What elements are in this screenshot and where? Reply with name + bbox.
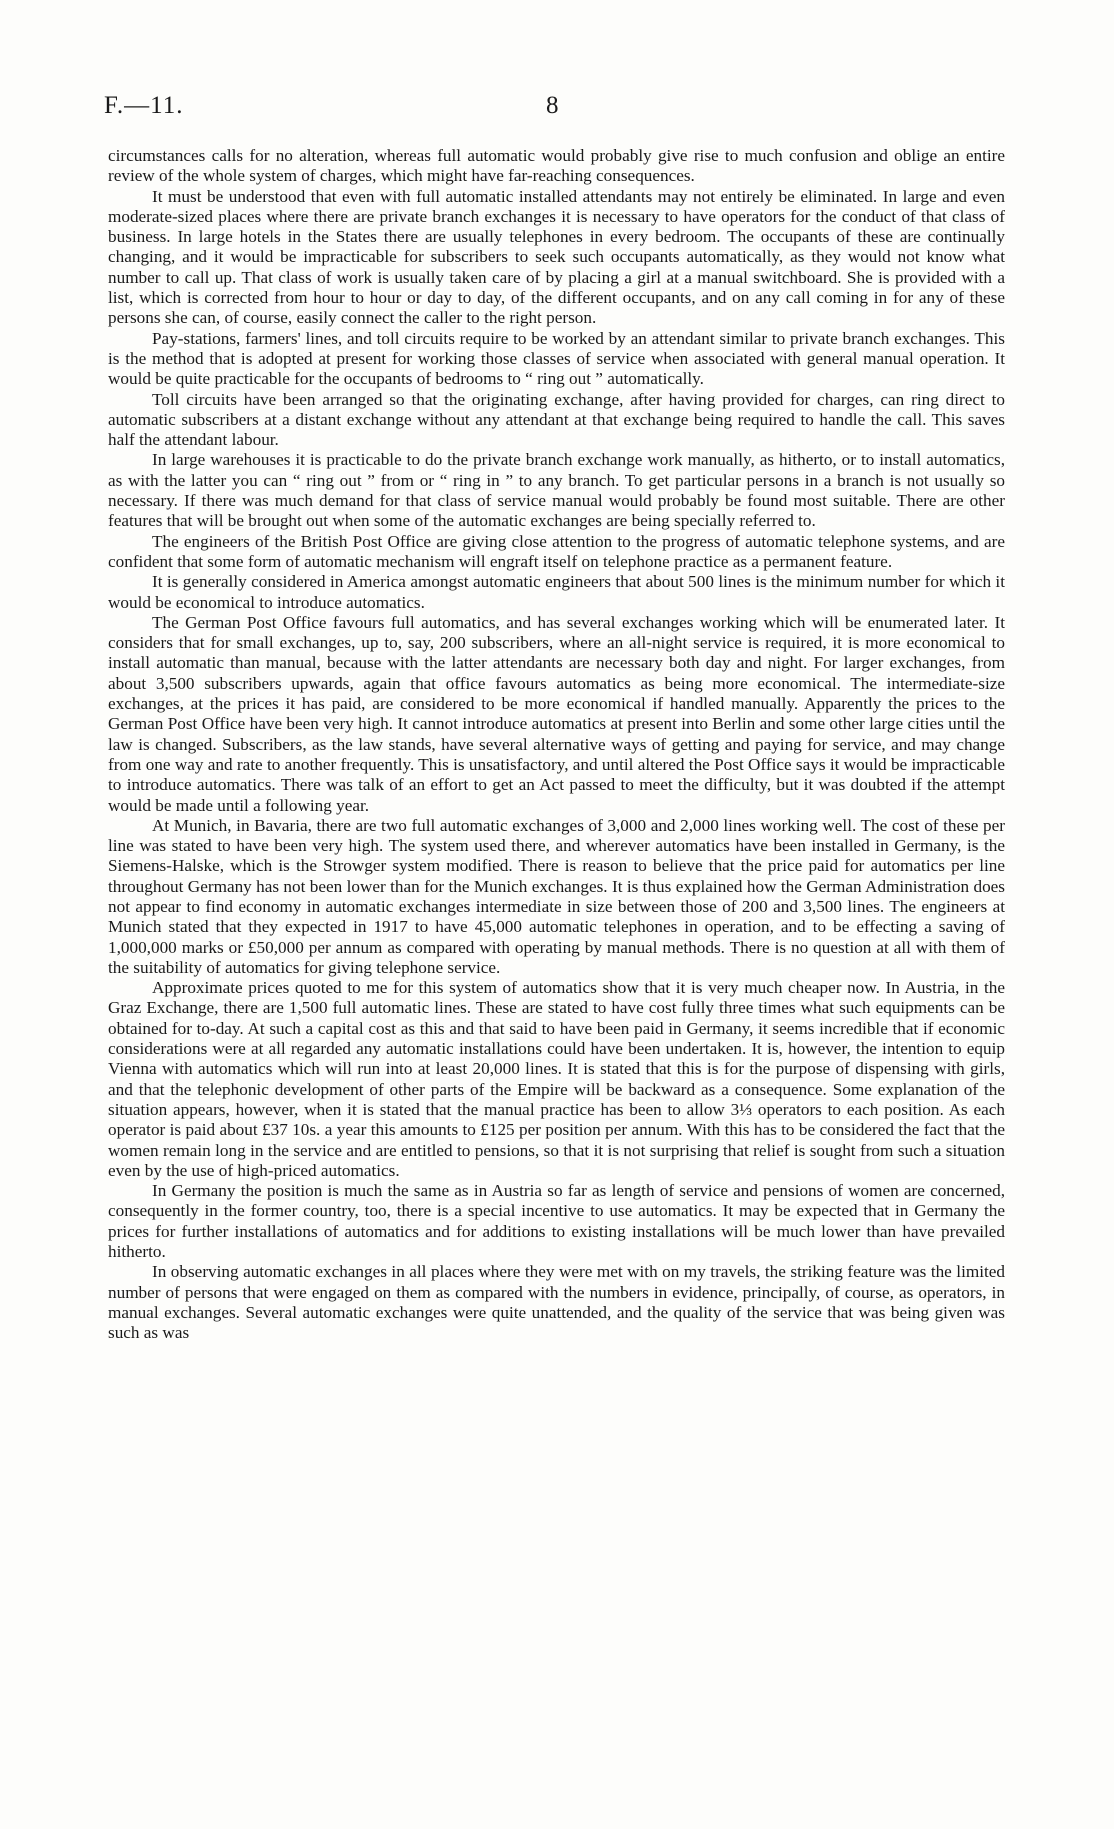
paragraph: In large warehouses it is practicable to do the private branch exchange work manually, as hitherto, or to install automatics, as with the latter you can “ ring out ” from or “ ring in ” to any branch. To get particular persons in a branch is not usually so necessary. If there was much demand for that class of service manual would probably be found most suitable. There are other features that will be brought out when some of the automatic exchanges are being specially referred to. <box>108 450 1005 531</box>
paragraph: Toll circuits have been arranged so that the originating exchange, after having provided for charges, can ring direct to automatic subscribers at a distant exchange without any attendant at that exchange being required to handle the call. This saves half the attendant labour. <box>108 389 1005 450</box>
page-number: 8 <box>546 92 559 119</box>
paragraph: In Germany the position is much the same as in Austria so far as length of service and pensions of women are concerned, consequently in the former country, too, there is a special incentive to use automatics. It may be expected that in Germany the prices for further installations of automatics and for additions to existing installations will be much lower than have prevailed hitherto. <box>108 1181 1005 1262</box>
paragraph: Pay-stations, farmers' lines, and toll circuits require to be worked by an attendant similar to private branch exchanges. This is the method that is adopted at present for working those classes of service when associated with general manual operation. It would be quite practicable for the occupants of bedrooms to “ ring out ” automatically. <box>108 328 1005 389</box>
paragraph: In observing automatic exchanges in all places where they were met with on my travels, the striking feature was the limited number of persons that were engaged on them as compared with the numbers in evidence, principally, of course, as operators, in manual exchanges. Several automatic exchanges were quite unattended, and the quality of the service that was being given was such as was <box>108 1262 1005 1343</box>
paragraph: At Munich, in Bavaria, there are two full automatic exchanges of 3,000 and 2,000 lines working well. The cost of these per line was stated to have been very high. The system used there, and wherever automatics have been installed in Germany, is the Siemens-Halske, which is the Strowger system modified. There is reason to believe that the price paid for automatics per line throughout Germany has not been lower than for the Munich exchanges. It is thus explained how the German Administration does not appear to find economy in automatic exchanges intermediate in size between those of 200 and 3,500 lines. The engineers at Munich stated that they expected in 1917 to have 45,000 automatic telephones in operation, and to be effecting a saving of 1,000,000 marks or £50,000 per annum as compared with operating by manual methods. There is no question at all with them of the suitability of automatics for giving telephone service. <box>108 815 1005 977</box>
body-text <box>108 146 1005 1344</box>
paragraph: circumstances calls for no alteration, whereas full automatic would probably give rise to much confusion and oblige an entire review of the whole system of charges, which might have far-reaching consequences. <box>108 146 1005 186</box>
paragraph: It is generally considered in America amongst automatic engineers that about 500 lines is the minimum number for which it would be economical to introduce automatics. <box>108 572 1005 612</box>
paragraph: The German Post Office favours full automatics, and has several exchanges working which will be enumerated later. It considers that for small exchanges, up to, say, 200 subscribers, where an all-night service is required, it is more economical to install automatic than manual, because with the latter attendants are necessary both day and night. For larger exchanges, from about 3,500 subscribers upwards, again that office favours automatics as being more economical. The intermediate-size exchanges, at the prices it has paid, are considered to be more economical if handled manually. Apparently the prices to the German Post Office have been very high. It cannot introduce automatics at present into Berlin and some other large cities until the law is changed. Subscribers, as the law stands, have several alternative ways of getting and paying for service, and may change from one way and rate to another frequently. This is unsatisfactory, and until altered the Post Office says it would be impracticable to introduce automatics. There was talk of an effort to get an Act passed to meet the difficulty, but it was doubted if the attempt would be made until a following year. <box>108 612 1005 815</box>
paragraph: The engineers of the British Post Office are giving close attention to the progress of automatic telephone systems, and are confident that some form of automatic mechanism will engraft itself on telephone practice as a permanent feature. <box>108 531 1005 571</box>
paragraph: Approximate prices quoted to me for this system of automatics show that it is very much cheaper now. In Austria, in the Graz Exchange, there are 1,500 full automatic lines. These are stated to have cost fully three times what such equipments can be obtained for to-day. At such a capital cost as this and that said to have been paid in Germany, it seems incredible that if economic considerations were at all regarded any automatic installations could have been undertaken. It is, however, the intention to equip Vienna with automatics which will run into at least 20,000 lines. It is stated that this is for the purpose of dispensing with girls, and that the telephonic development of other parts of the Empire will be backward as a consequence. Some explanation of the situation appears, however, when it is stated that the manual practice has been to allow 3⅓ operators to each position. As each operator is paid about £37 10s. a year this amounts to £125 per position per annum. With this has to be considered the fact that the women remain long in the service and are entitled to pensions, so that it is not surprising that relief is sought from such a situation even by the use of high-priced automatics. <box>108 978 1005 1180</box>
paragraph: It must be understood that even with full automatic installed attendants may not entirely be eliminated. In large and even moderate-sized places where there are private branch exchanges it is necessary to have operators for the conduct of that class of business. In large hotels in the States there are usually telephones in every bedroom. The occupants of these are continually changing, and it would be impracticable for subscribers to seek such occupants automatically, as they would not know what number to call up. That class of work is usually taken care of by placing a girl at a manual switchboard. She is provided with a list, which is corrected from hour to hour or day to day, of the different occupants, and on any call coming in for any of these persons she can, of course, easily connect the caller to the right person. <box>108 186 1005 328</box>
document-reference: F.—11. <box>104 92 184 119</box>
